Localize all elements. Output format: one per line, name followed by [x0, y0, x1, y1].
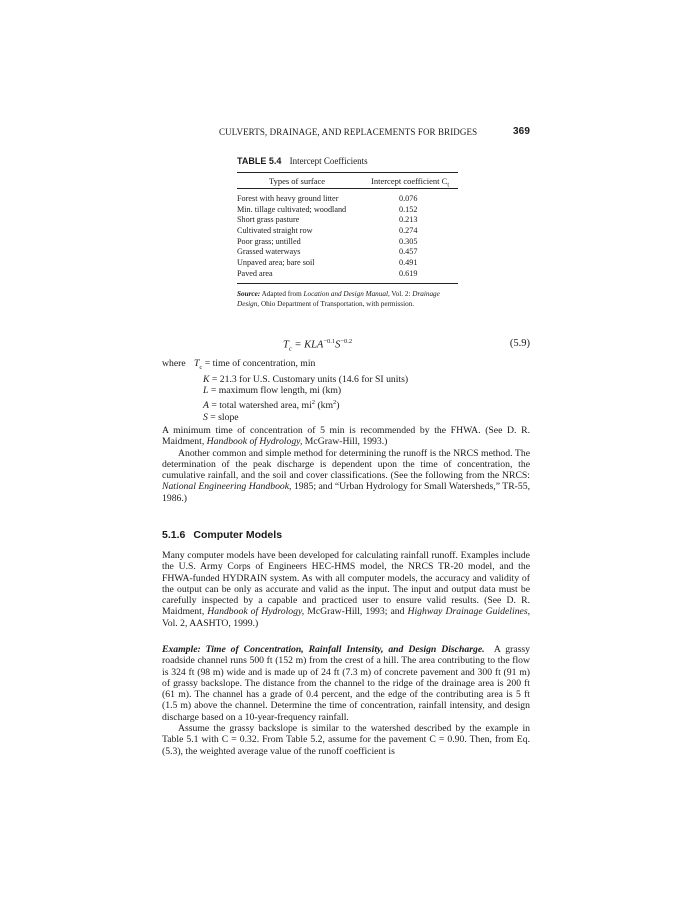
table-row — [237, 215, 458, 226]
surface-cell: Cultivated straight row — [237, 226, 313, 236]
coefficient-cell: 0.213 — [399, 215, 418, 225]
intercept-coefficients-table — [237, 172, 458, 309]
column-header-coefficient: Intercept coefficient $C_t$ — [371, 176, 449, 189]
variable-line: L = maximum flow length, mi (km) — [203, 385, 342, 397]
equation-number: (5.9) — [509, 338, 530, 349]
table-body — [237, 189, 458, 280]
column-header-surface: Types of surface — [269, 176, 326, 186]
table-bottom-rule — [237, 283, 458, 284]
table-row — [237, 205, 458, 216]
table-row — [237, 269, 458, 280]
equation-5-9: $T_c = KLA^{-0.1}S^{-0.2}$ — [283, 338, 353, 353]
table-row — [237, 247, 458, 258]
surface-cell: Min. tillage cultivated; woodland — [237, 204, 347, 214]
section-heading — [162, 529, 282, 541]
coefficient-cell: 0.491 — [399, 258, 418, 268]
table-label: TABLE 5.4 — [237, 156, 282, 166]
paragraph-nrcs-method: Another common and simple method for determining the runoff is the NRCS method. The determination of the peak discharge is dependent upon the time of concentration, the cumulative rainfall, and the soil and cover classifications. (See the following from the NRCS: National Engineering Handbook, 1985; and “Urban Hydrology for Small Watersheds,” TR-55, 1986.) — [162, 447, 531, 504]
variable-line: K = 21.3 for U.S. Customary units (14.6 for SI units) — [203, 373, 409, 385]
coefficient-cell: 0.305 — [399, 236, 418, 246]
table-row — [237, 237, 458, 248]
surface-cell: Grassed waterways — [237, 247, 301, 257]
coefficient-cell: 0.619 — [399, 268, 418, 278]
paragraph-assumption: Assume the grassy backslope is similar to the watershed described by the example in Table 5.1 with C = 0.32. From Table 5.2, assume for the pavement C = 0.90. Then, from Eq. (5.3), the weighted average value of the runoff coefficient is — [162, 723, 530, 757]
example-title: Example: Time of Concentration, Rainfall Intensity, and Design Discharge. — [162, 644, 485, 655]
surface-cell: Short grass pasture — [237, 215, 300, 225]
table-row — [237, 226, 458, 237]
page-number: 369 — [513, 126, 530, 137]
table-source-note: Source: Adapted from Location and Design Manual, Vol. 2: Drainage Design, Ohio Department of Transportation, with permission. — [237, 289, 440, 308]
table-header-row — [237, 173, 458, 188]
surface-cell: Unpaved area; bare soil — [237, 258, 315, 268]
paragraph-example: Example: Time of Concentration, Rainfall Intensity, and Design Discharge. A grassy roadside channel runs 500 ft (152 m) from the crest of a hill. The area contributing to the flow is 324 ft (98 m) wide and is made up of 24 ft (7.3 m) of concrete pavement and 300 ft (91 m) of grassy backslope. The distance from the channel to the ridge of the drainage area is 200 ft (61 m). The channel has a grade of 0.4 percent, and the edge of the contributing area is 5 ft (1.5 m) above the channel. Determine the time of concentration, rainfall intensity, and design discharge based on a 10-year-frequency rainfall. Assume the grassy backslope is similar to the watershed described by the example in Table 5.1 with C = 0.32. From Table 5.2, assume for the pavement C = 0.90. Then, from Eq. (5.3), the weighted average value of the runoff coefficient is — [162, 644, 531, 757]
coefficient-cell: 0.274 — [399, 226, 418, 236]
paragraph-min-time: A minimum time of concentration of 5 min is recommended by the FHWA. (See D. R. Maidment, Handbook of Hydrology, McGraw-Hill, 1993.) Another common and simple method for determining the runoff is the NRCS method. The determination of the peak discharge is dependent upon the time of concentration, the cumulative rainfall, and the soil and cover classifications. (See the following from the NRCS: National Engineering Handbook, 1985; and “Urban Hydrology for Small Watersheds,” TR-55, 1986.) — [162, 425, 531, 504]
section-number: 5.1.6 — [162, 529, 186, 541]
variable-list — [194, 358, 408, 423]
coefficient-cell: 0.152 — [399, 204, 418, 214]
table-title: Intercept Coefficients — [289, 156, 368, 166]
surface-cell: Forest with heavy ground litter — [237, 194, 339, 203]
section-title: Computer Models — [193, 529, 283, 541]
table-row — [237, 258, 458, 269]
variable-line: A = total watershed area, $mi^2$ $(km^2)$ — [203, 398, 340, 411]
where-label: where — [162, 358, 186, 369]
paragraph-computer-models: Many computer models have been developed for calculating rainfall runoff. Examples include the U.S. Army Corps of Engineers HEC-HMS model, the NRCS TR-20 model, and the FHWA-funded HYDRAIN system. As with all computer models, the accuracy and validity of the output can be only as accurate and valid as the input. The input and output data must be carefully inspected by a capable and practiced user to ensure valid results. (See D. R. Maidment, Handbook of Hydrology, McGraw-Hill, 1993; and Highway Drainage Guidelines, Vol. 2, AASHTO, 1999.) — [162, 550, 531, 629]
table-caption — [237, 156, 368, 166]
variable-line: $T_c$ = time of concentration, min — [194, 358, 316, 371]
running-title: CULVERTS, DRAINAGE, AND REPLACEMENTS FOR BRIDGES — [219, 127, 478, 137]
coefficient-cell: 0.076 — [399, 194, 418, 203]
table-row — [237, 194, 458, 205]
coefficient-cell: 0.457 — [399, 247, 418, 257]
surface-cell: Paved area — [237, 268, 273, 278]
surface-cell: Poor grass; untilled — [237, 236, 301, 246]
variable-line: S = slope — [203, 411, 239, 423]
